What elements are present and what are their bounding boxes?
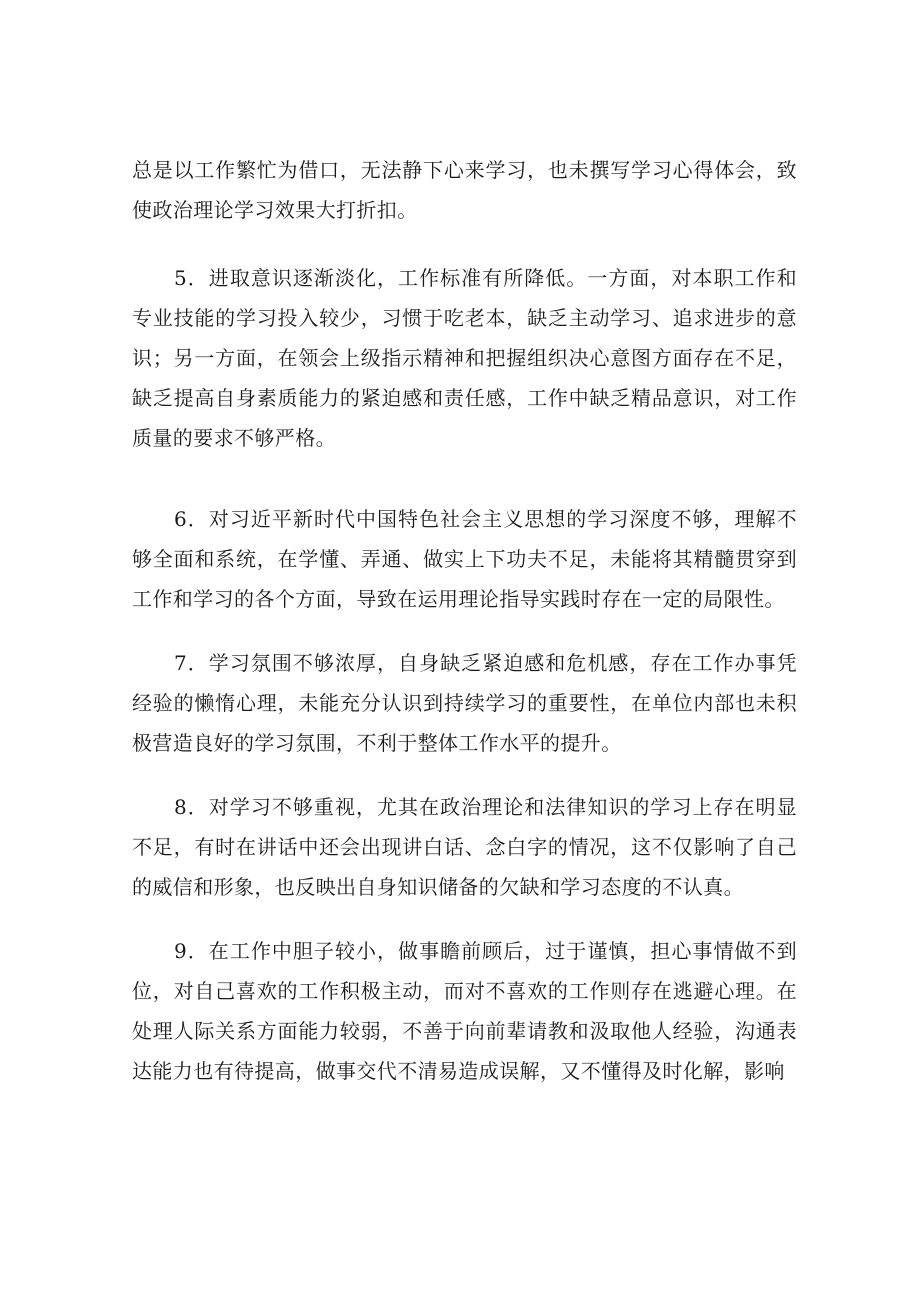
paragraph-item-6: 6．对习近平新时代中国特色社会主义思想的学习深度不够，理解不够全面和系统，在学懂、弄通、做实上下功夫不足，未能将其精髓贯穿到工作和学习的各个方面，导致在运用理论指导实践时存在一定的局限性。 — [132, 507, 797, 611]
paragraph-continuation: 总是以工作繁忙为借口，无法静下心来学习，也未撰写学习心得体会，致使政治理论学习效果大打折扣。 — [132, 158, 797, 222]
paragraph-item-8: 8．对学习不够重视，尤其在政治理论和法律知识的学习上存在明显不足，有时在讲话中还会出现讲白话、念白字的情况，这不仅影响了自己的威信和形象，也反映出自身知识储备的欠缺和学习态度的不认真。 — [132, 795, 797, 899]
paragraph-item-7: 7．学习氛围不够浓厚，自身缺乏紧迫感和危机感，存在工作办事凭经验的懒惰心理，未能充分认识到持续学习的重要性，在单位内部也未积极营造良好的学习氛围，不利于整体工作水平的提升。 — [132, 651, 797, 755]
paragraph-item-9: 9．在工作中胆子较小，做事瞻前顾后，过于谨慎，担心事情做不到位，对自己喜欢的工作积极主动，而对不喜欢的工作则存在逃避心理。在处理人际关系方面能力较弱，不善于向前辈请教和汲取他人经验，沟通表达能力也有待提高，做事交代不清易造成误解，又不懂得及时化解，影响 — [132, 939, 797, 1083]
paragraph-item-5: 5．进取意识逐渐淡化，工作标准有所降低。一方面，对本职工作和专业技能的学习投入较少，习惯于吃老本，缺乏主动学习、追求进步的意识；另一方面，在领会上级指示精神和把握组织决心意图方面存在不足，缺乏提高自身素质能力的紧迫感和责任感，工作中缺乏精品意识，对工作质量的要求不够严格。 — [132, 266, 797, 450]
